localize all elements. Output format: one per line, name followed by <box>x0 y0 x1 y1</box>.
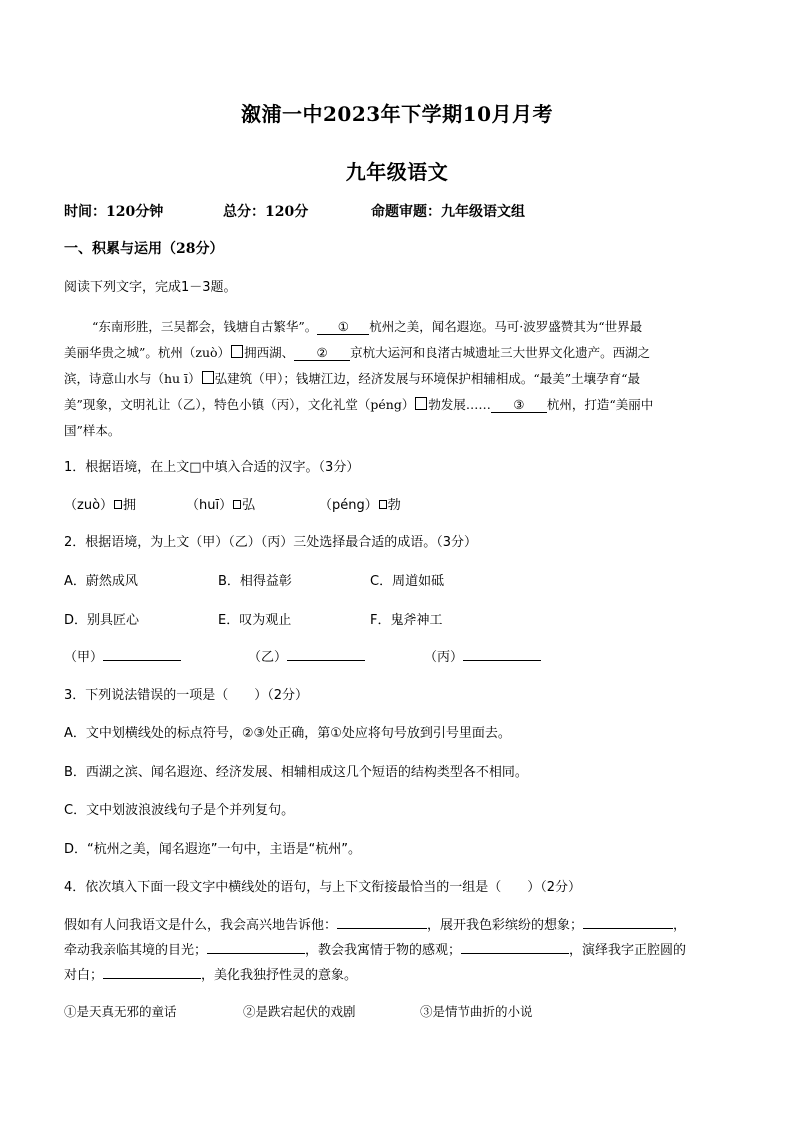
exam-time: 时间：120分钟 <box>64 204 164 220</box>
option-f: F．鬼斧神工 <box>370 613 443 628</box>
answer-label: （乙） <box>248 650 288 665</box>
q4-blank[interactable] <box>207 953 305 954</box>
q3-option-b: B．西湖之滨、闻名遐迩、经济发展、相辅相成这几个短语的结构类型各不相同。 <box>64 765 528 780</box>
passage-text: 滨，诗意山水与（hu ī） <box>64 371 201 386</box>
passage-line-5: 国”样本。 <box>64 423 121 438</box>
option-e: E．叹为观止 <box>218 613 292 628</box>
blank-2: ② <box>294 345 350 361</box>
passage-text: 美丽华贵之城”。杭州（zuò） <box>64 345 231 360</box>
passage-text: “东南形胜，三吴都会，钱塘自古繁华”。 <box>92 319 318 334</box>
pinyin-label: （huī） <box>186 498 233 513</box>
passage-line-4 <box>64 395 653 413</box>
q4-text: ，教会我寓情于物的感观； <box>305 943 462 958</box>
answer-line[interactable] <box>463 660 541 661</box>
q4-text: 牵动我亲临其境的目光； <box>64 943 208 958</box>
answer-box[interactable] <box>114 500 122 509</box>
char-label: 弘 <box>242 498 256 513</box>
fill-box <box>231 345 243 358</box>
exam-title: 溆浦一中2023年下学期10月月考 <box>241 102 553 126</box>
exam-authors: 命题审题：九年级语文组 <box>371 204 525 220</box>
q4-blank[interactable] <box>103 978 201 979</box>
blank-1: ① <box>317 319 369 335</box>
answer-box[interactable] <box>233 500 241 509</box>
q1-blank-hui <box>186 494 255 513</box>
q4-blank[interactable] <box>461 953 569 954</box>
pinyin-label: （péng） <box>319 498 378 513</box>
exam-subtitle: 九年级语文 <box>345 160 449 184</box>
q4-text: ， <box>673 918 687 933</box>
passage-text: 弘建筑（甲）；钱塘江边，经济发展与环境保护相辅相成。“最美”土壤孕育“最 <box>214 371 641 386</box>
q4-text: 假如有人问我语文是什么，我会高兴地告诉他： <box>64 918 338 933</box>
fill-box <box>415 397 427 410</box>
pinyin-label: （zuò） <box>64 498 114 513</box>
section-instruction: 阅读下列文字，完成1－3题。 <box>64 280 237 295</box>
q1-blank-zuo <box>64 494 136 513</box>
q3-option-d: D．“杭州之美，闻名遐迩”一句中，主语是“杭州”。 <box>64 842 361 857</box>
q4-text: ，展开我色彩缤纷的想象； <box>427 918 584 933</box>
passage-line-2 <box>64 343 650 361</box>
q4-para-line-2 <box>64 939 686 958</box>
answer-bing <box>424 646 541 665</box>
passage-text: 京杭大运河和良渚古城遗址三大世界文化遗产。西湖之 <box>350 345 651 360</box>
q3-option-c: C．文中划波浪波线句子是个并列复句。 <box>64 803 295 818</box>
option-b: B．相得益彰 <box>218 574 292 589</box>
exam-total-score: 总分：120分 <box>223 204 309 220</box>
q4-text: ，美化我独抒性灵的意象。 <box>201 968 358 983</box>
answer-yi <box>248 646 365 665</box>
fill-box <box>202 371 214 384</box>
q4-para-line-3 <box>64 964 357 983</box>
q4-text: ，演绎我字正腔圆的 <box>569 943 687 958</box>
section-heading: 一、积累与运用（28分） <box>64 241 224 257</box>
question-4: 4．依次填入下面一段文字中横线处的语句，与上下文衔接最恰当的一组是（ ）（2分） <box>64 880 582 895</box>
option-a: A．蔚然成风 <box>64 574 138 589</box>
answer-label: （甲） <box>64 650 104 665</box>
answer-label: （丙） <box>424 650 464 665</box>
passage-line-3 <box>64 369 640 387</box>
question-3: 3．下列说法错误的一项是（ ）（2分） <box>64 688 309 703</box>
passage-line-1 <box>92 317 642 335</box>
question-2: 2．根据语境，为上文（甲）（乙）（丙）三处选择最合适的成语。（3分） <box>64 535 478 550</box>
question-1: 1．根据语境，在上文□中填入合适的汉字。（3分） <box>64 460 360 475</box>
q4-item-1: ①是天真无邪的童话 <box>64 1004 177 1019</box>
answer-jia <box>64 646 181 665</box>
q4-item-2: ②是跌宕起伏的戏剧 <box>243 1004 356 1019</box>
answer-line[interactable] <box>287 660 365 661</box>
passage-text: 勃发展…… <box>428 397 491 412</box>
option-d: D．别具匠心 <box>64 613 140 628</box>
q4-blank[interactable] <box>583 928 673 929</box>
q4-blank[interactable] <box>337 928 427 929</box>
q1-blank-peng <box>319 494 401 513</box>
q4-text: 对白； <box>64 968 104 983</box>
passage-text: 拥西湖、 <box>244 345 295 360</box>
answer-line[interactable] <box>103 660 181 661</box>
q4-para-line-1 <box>64 914 686 933</box>
answer-box[interactable] <box>379 500 387 509</box>
blank-3: ③ <box>491 397 547 413</box>
char-label: 勃 <box>387 498 401 513</box>
q4-item-3: ③是情节曲折的小说 <box>420 1004 533 1019</box>
q3-option-a: A．文中划横线处的标点符号，②③处正确，第①处应将句号放到引号里面去。 <box>64 726 511 741</box>
passage-text: 杭州之美，闻名遐迩。马可·波罗盛赞其为“世界最 <box>369 319 643 334</box>
passage-text: 杭州，打造“美丽中 <box>546 397 654 412</box>
option-c: C．周道如砥 <box>370 574 445 589</box>
passage-text: 美”现象，文明礼让（乙），特色小镇（丙），文化礼堂（péng） <box>64 397 415 412</box>
char-label: 拥 <box>123 498 137 513</box>
